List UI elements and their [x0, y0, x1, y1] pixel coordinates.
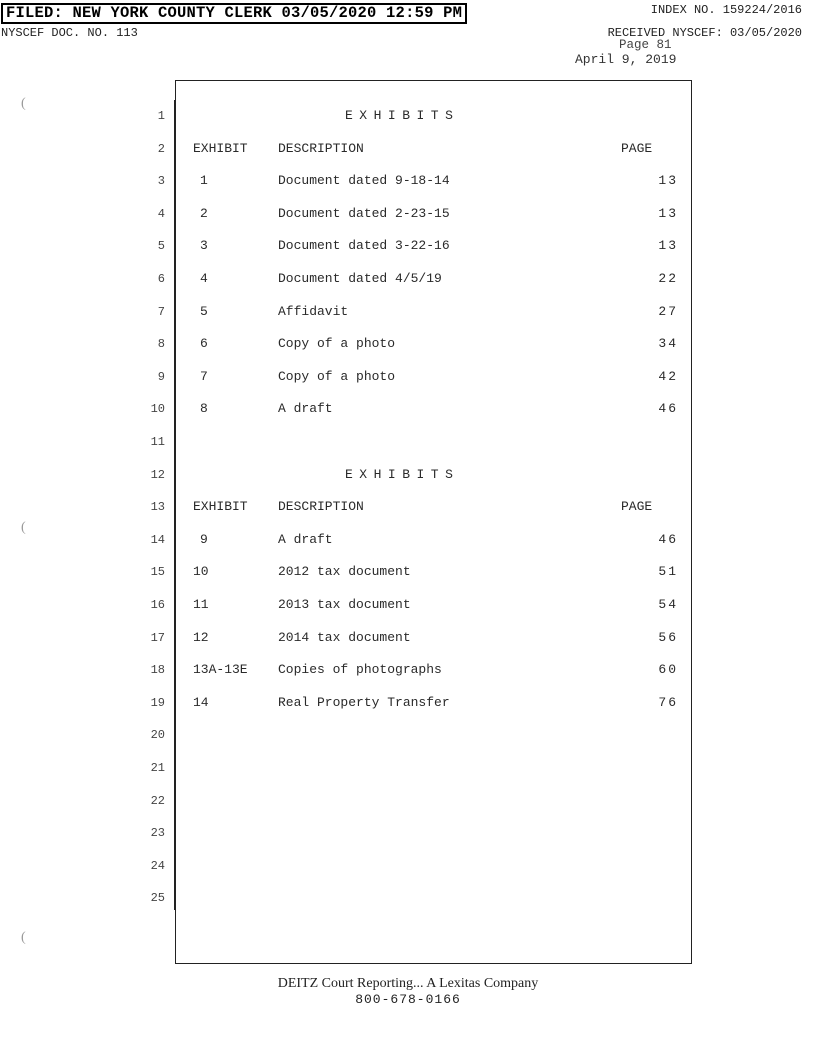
exhibit-number: 14	[193, 694, 209, 710]
description-column-header: DESCRIPTION	[278, 499, 364, 515]
exhibit-page: 60	[658, 662, 678, 678]
exhibit-page: 46	[658, 401, 678, 417]
line-number: 25	[150, 891, 165, 906]
exhibit-number: 4	[200, 271, 208, 286]
line-number: 16	[150, 598, 165, 612]
exhibit-page: 34	[658, 336, 678, 352]
exhibit-page: 51	[658, 564, 678, 580]
exhibit-description: Document dated 9-18-14	[278, 173, 450, 189]
exhibit-number: 6	[200, 336, 208, 352]
exhibit-page: 13	[658, 173, 678, 189]
exhibit-description: 2014 tax document	[278, 629, 411, 645]
exhibit-page: 54	[658, 597, 678, 612]
exhibit-number: 11	[193, 597, 209, 612]
reporter-company: DEITZ Court Reporting... A Lexitas Company	[277, 976, 539, 991]
line-number: 13	[150, 500, 165, 515]
line-number: 15	[150, 565, 165, 580]
exhibit-number: 3	[200, 238, 208, 254]
exhibit-number: 13A-13E	[193, 662, 248, 678]
exhibit-description: Document dated 2-23-15	[278, 205, 450, 221]
index-number: INDEX NO. 159224/2016	[650, 3, 802, 17]
exhibit-description: 2012 tax document	[278, 564, 411, 580]
exhibit-number: 7	[200, 368, 208, 384]
exhibit-description: Copy of a photo	[278, 336, 396, 352]
exhibit-description: Copy of a photo	[278, 368, 396, 384]
exhibit-number: 8	[200, 401, 208, 417]
exhibit-number: 2	[200, 205, 208, 221]
description-column-header: DESCRIPTION	[278, 140, 364, 156]
scan-margin-mark: (	[21, 520, 26, 535]
scan-margin-mark: (	[21, 930, 26, 945]
line-number: 19	[150, 695, 165, 710]
line-number-rule	[174, 100, 175, 910]
exhibit-description: Copies of photographs	[278, 662, 442, 678]
exhibit-number: 9	[200, 531, 208, 547]
reporter-phone: 800-678-0166	[355, 992, 461, 1007]
line-number: 20	[150, 728, 165, 743]
line-number: 23	[150, 826, 165, 841]
line-number: 22	[150, 793, 165, 808]
exhibit-description: Affidavit	[278, 303, 349, 319]
line-number: 1	[157, 109, 165, 123]
line-number: 7	[157, 304, 165, 319]
exhibits-title: EXHIBITS	[345, 108, 460, 123]
exhibit-column-header: EXHIBIT	[193, 499, 248, 515]
exhibit-column-header: EXHIBIT	[193, 140, 248, 156]
line-number: 5	[157, 239, 165, 254]
line-number: 4	[157, 206, 165, 221]
exhibit-page: 13	[658, 238, 678, 254]
exhibit-page: 46	[658, 531, 678, 547]
line-number: 8	[157, 337, 165, 352]
filed-banner: FILED: NEW YORK COUNTY CLERK 03/05/2020 12:59 PM	[1, 3, 467, 24]
exhibit-description: Document dated 3-22-16	[278, 238, 450, 254]
exhibit-number: 12	[193, 629, 209, 645]
exhibits-title: EXHIBITS	[345, 466, 460, 482]
line-number: 18	[150, 663, 165, 678]
exhibit-page: 27	[658, 303, 678, 319]
exhibit-page: 56	[658, 629, 678, 645]
nyscef-doc-number: NYSCEF DOC. NO. 113	[1, 26, 138, 40]
line-number: 11	[150, 435, 165, 449]
exhibit-page: 42	[658, 368, 678, 384]
exhibit-description: Real Property Transfer	[278, 694, 450, 710]
exhibit-description: Document dated 4/5/19	[278, 271, 442, 286]
line-number: 2	[157, 141, 165, 156]
page-column-header: PAGE	[621, 140, 653, 156]
exhibit-description: A draft	[278, 531, 333, 547]
page-column-header: PAGE	[621, 499, 653, 515]
exhibit-description: 2013 tax document	[278, 597, 411, 612]
exhibit-number: 5	[200, 303, 208, 319]
line-number: 9	[157, 369, 165, 384]
page-number: Page 81	[619, 38, 672, 52]
line-number: 6	[157, 272, 165, 286]
received-stamp: RECEIVED NYSCEF: 03/05/2020	[607, 26, 802, 40]
line-number: 24	[150, 858, 165, 873]
line-number: 12	[150, 467, 165, 482]
line-number: 10	[150, 402, 165, 417]
exhibit-page: 76	[658, 694, 678, 710]
line-number: 21	[150, 761, 165, 775]
exhibit-number: 10	[193, 564, 209, 580]
line-number: 17	[150, 630, 165, 645]
line-number: 14	[150, 532, 165, 547]
exhibit-number: 1	[200, 173, 208, 189]
exhibit-description: A draft	[278, 401, 333, 417]
exhibit-page: 22	[658, 271, 678, 286]
line-number: 3	[157, 174, 165, 189]
transcript-date: April 9, 2019	[575, 52, 677, 67]
scan-margin-mark: (	[21, 96, 26, 111]
exhibit-page: 13	[658, 205, 678, 221]
